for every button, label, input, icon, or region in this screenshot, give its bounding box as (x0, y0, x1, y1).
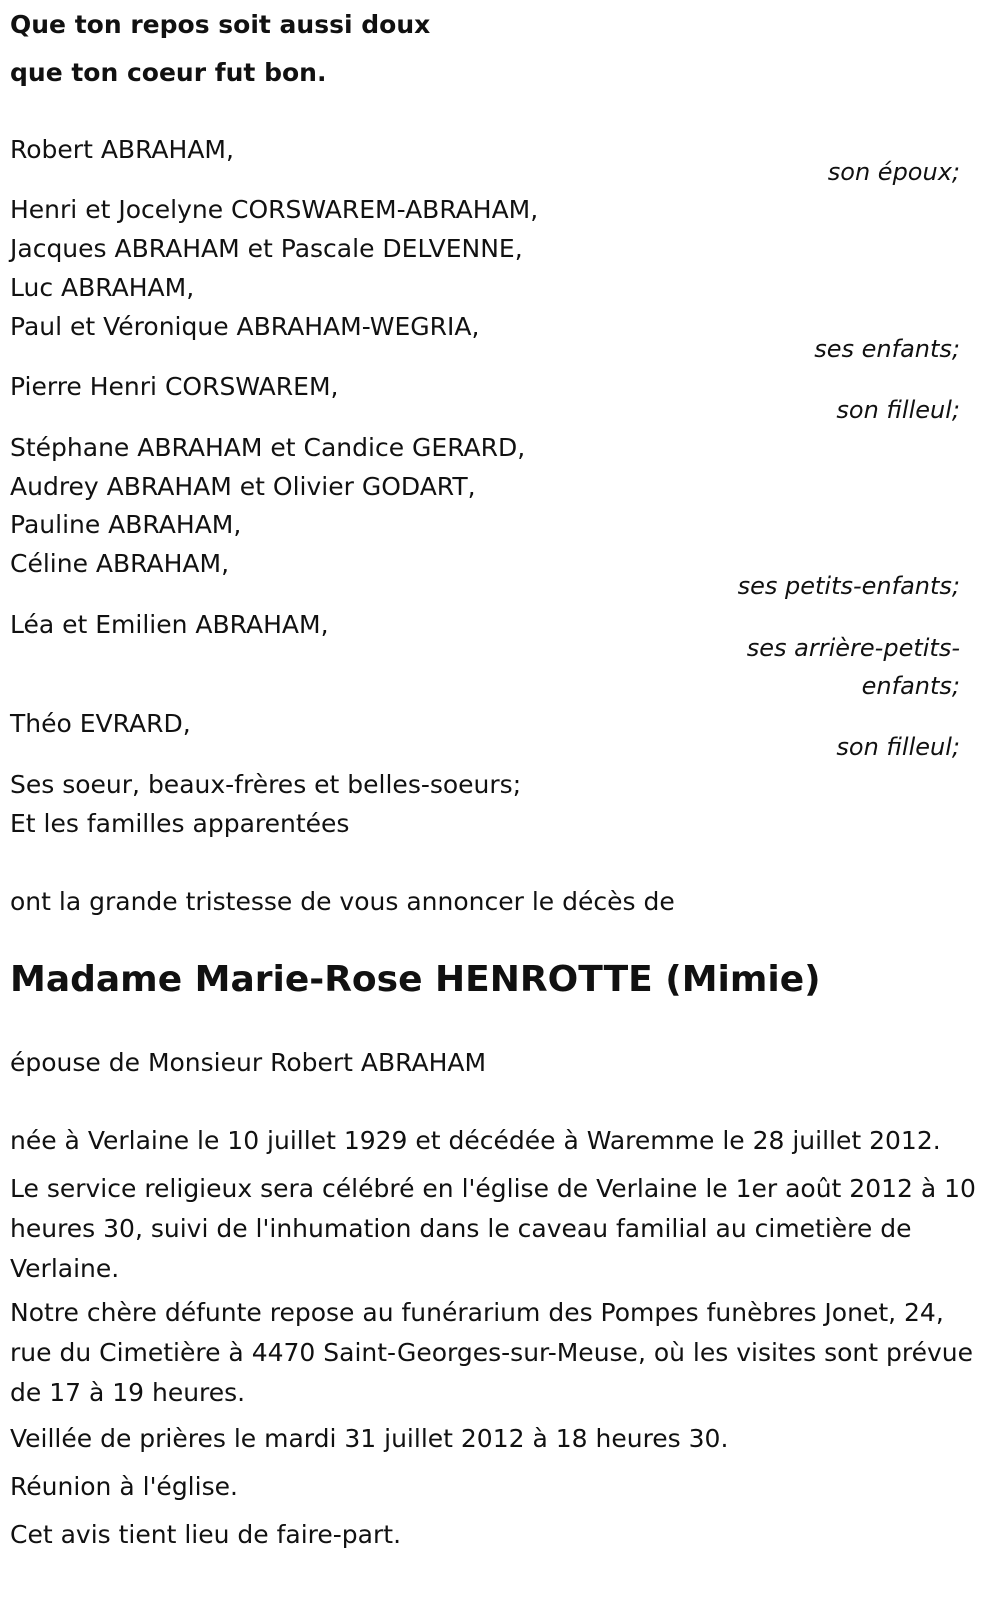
grandchild-4: Céline ABRAHAM, (10, 549, 230, 578)
grandchild-3: Pauline ABRAHAM, (10, 510, 242, 539)
children-role: ses enfants; (814, 335, 960, 363)
grandchildren-role: ses petits-enfants; (737, 572, 960, 600)
godson-1-role: son filleul; (836, 396, 960, 424)
epigraph-line-1: Que ton repos soit aussi doux (10, 10, 431, 39)
funeral-home-paragraph: Notre chère défunte repose au funérarium des Pompes funèbres Jonet, 24, rue du Cimetière à 4470 Saint-Georges-sur-Meuse, où les visites sont prévue de 17 à 19 heures. (10, 1298, 974, 1407)
husband-role: son époux; (827, 158, 960, 186)
spouse-line: épouse de Monsieur Robert ABRAHAM (10, 1048, 487, 1077)
great-grandchildren-role-line-2: enfants; (861, 672, 960, 700)
meeting-line: Réunion à l'église. (10, 1472, 238, 1501)
vigil-line: Veillée de prières le mardi 31 juillet 2012 à 18 heures 30. (10, 1424, 729, 1453)
child-4: Paul et Véronique ABRAHAM-WEGRIA, (10, 312, 480, 341)
great-grandchildren-names: Léa et Emilien ABRAHAM, (10, 610, 329, 639)
grandchild-1: Stéphane ABRAHAM et Candice GERARD, (10, 433, 526, 462)
relatives-line-1: Ses soeur, beaux-frères et belles-soeurs; (10, 770, 522, 799)
announcement: ont la grande tristesse de vous annoncer le décès de (10, 887, 675, 916)
notice-line: Cet avis tient lieu de faire-part. (10, 1520, 402, 1549)
husband-name: Robert ABRAHAM, (10, 135, 234, 164)
relatives-line-2: Et les familles apparentées (10, 809, 350, 838)
child-1: Henri et Jocelyne CORSWAREM-ABRAHAM, (10, 195, 539, 224)
godson-2-name: Théo EVRARD, (10, 709, 191, 738)
service-paragraph: Le service religieux sera célébré en l'église de Verlaine le 1er août 2012 à 10 heures 30, suivi de l'inhumation dans le caveau familial au cimetière de Verlaine. (10, 1174, 976, 1283)
great-grandchildren-role-line-1: ses arrière-petits- (746, 634, 960, 662)
godson-2-role: son filleul; (836, 733, 960, 761)
deceased-name: Madame Marie-Rose HENROTTE (Mimie) (10, 959, 821, 1000)
child-3: Luc ABRAHAM, (10, 273, 195, 302)
godson-1-name: Pierre Henri CORSWAREM, (10, 372, 339, 401)
grandchild-2: Audrey ABRAHAM et Olivier GODART, (10, 472, 476, 501)
epigraph-line-2: que ton coeur fut bon. (10, 58, 327, 87)
child-2: Jacques ABRAHAM et Pascale DELVENNE, (10, 234, 523, 263)
birth-death-line: née à Verlaine le 10 juillet 1929 et décédée à Waremme le 28 juillet 2012. (10, 1126, 941, 1155)
